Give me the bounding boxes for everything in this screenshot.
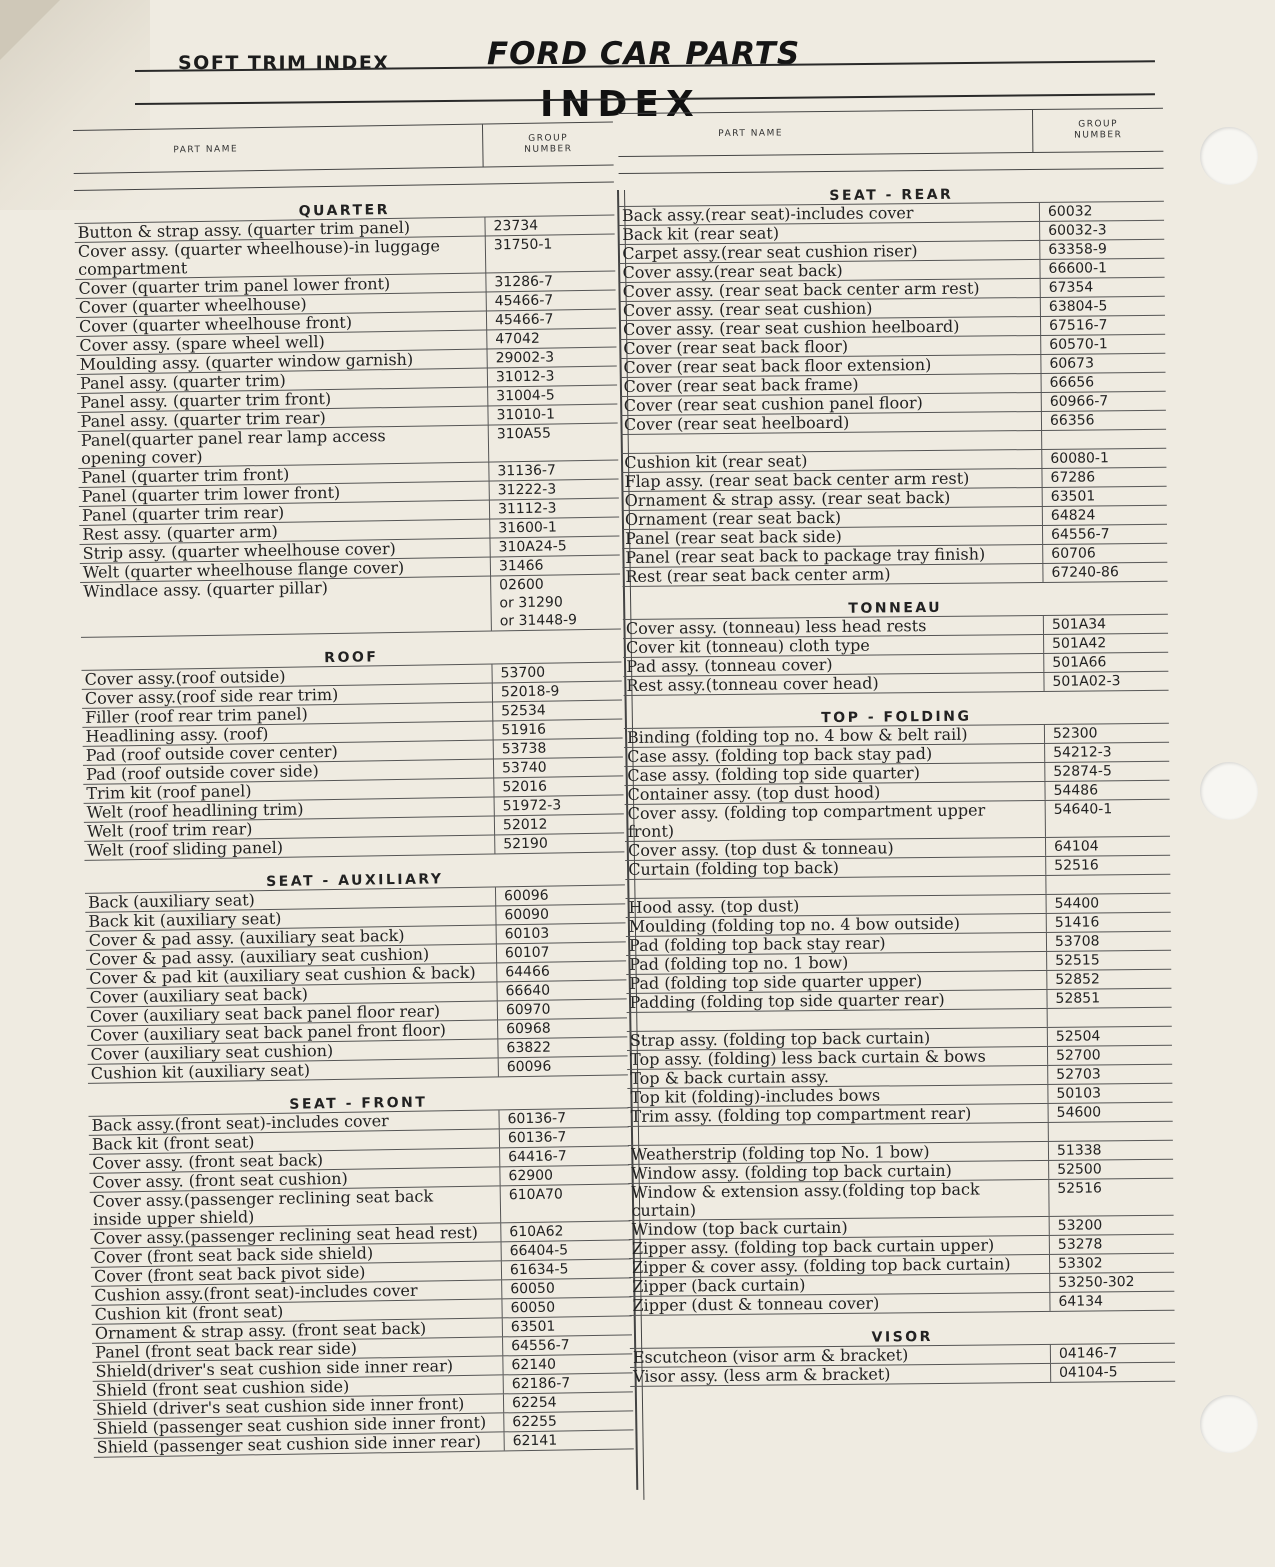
- group-number: 60136-7: [499, 1127, 629, 1147]
- section: [88, 1085, 634, 1457]
- part-name: Back (auxiliary seat): [87, 890, 255, 912]
- part-name: Filler (roof rear trim panel): [85, 704, 308, 727]
- group-number: 51338: [1048, 1141, 1173, 1160]
- group-number: 52515: [1046, 951, 1171, 970]
- part-name: Cover & pad assy. (auxiliary seat back): [88, 925, 405, 950]
- group-number: 45466-7: [486, 309, 616, 329]
- part-name: Shield (front seat cushion side): [95, 1376, 350, 1400]
- group-number: 64466: [496, 961, 626, 981]
- group-number: 51972-3: [494, 795, 624, 815]
- part-name: Escutcheon (visor arm & bracket): [632, 1345, 909, 1367]
- group-number: 60970: [497, 999, 627, 1019]
- group-number: 63822: [497, 1037, 627, 1057]
- part-name: Headlining assy. (roof): [85, 724, 269, 746]
- group-number: 52516: [1045, 856, 1170, 875]
- group-number: 53302: [1049, 1254, 1174, 1273]
- group-number-header: GROUP NUMBER: [1032, 109, 1163, 152]
- part-name: Pad (folding top side quarter upper): [629, 971, 923, 993]
- group-number: 63501: [1042, 487, 1167, 506]
- part-name: Rest assy.(tonneau cover head): [626, 673, 879, 695]
- part-name: Cover (auxiliary seat cushion): [90, 1041, 334, 1064]
- group-number: 54486: [1044, 781, 1169, 800]
- part-name: Cover kit (tonneau) cloth type: [626, 635, 870, 657]
- group-number: 02600 or 31290 or 31448-9: [490, 574, 621, 630]
- part-name: Button & strap assy. (quarter trim panel): [77, 217, 411, 242]
- part-name: Cushion assy.(front seat)-includes cover: [94, 1280, 418, 1305]
- part-name: Back kit (rear seat): [622, 223, 780, 244]
- part-name: Top & back curtain assy.: [630, 1067, 829, 1088]
- section-title: VISOR: [871, 1329, 933, 1346]
- part-name: Window (top back curtain): [631, 1217, 848, 1239]
- right-column-header: [618, 108, 1163, 157]
- group-number: 52190: [494, 833, 624, 853]
- group-number: 52018-9: [492, 681, 622, 701]
- part-name: Cover assy. (rear seat back center arm rest): [622, 278, 980, 301]
- group-number: 52504: [1047, 1027, 1172, 1046]
- part-name: Cover assy. (front seat cushion): [92, 1168, 348, 1192]
- section: [623, 592, 1169, 696]
- group-number: 64824: [1042, 506, 1167, 525]
- group-number: 310A55: [488, 423, 619, 461]
- folded-corner-shadow: [0, 0, 60, 60]
- group-number: 66404-5: [501, 1240, 631, 1260]
- group-number: 50103: [1047, 1084, 1172, 1103]
- group-number: 62141: [504, 1430, 634, 1450]
- brand-title: FORD CAR PARTS: [487, 36, 801, 72]
- part-name: Shield (passenger seat cushion side inner front): [96, 1412, 487, 1438]
- part-name: Cover (rear seat back floor): [623, 336, 849, 358]
- binder-hole-bottom: [1200, 1395, 1258, 1453]
- group-number: 54400: [1046, 894, 1171, 913]
- part-name: Cover assy. (quarter wheelhouse)-in luggage compartment: [77, 236, 441, 279]
- group-number: 60570-1: [1040, 335, 1165, 354]
- left-sections: [74, 193, 634, 1458]
- part-name: Cover (rear seat back floor extension): [623, 355, 932, 377]
- section: [85, 862, 628, 1083]
- right-column: [618, 108, 1175, 1387]
- section-title: SEAT - AUXILIARY: [266, 871, 444, 891]
- group-number: 62140: [502, 1354, 632, 1374]
- group-number: 31136-7: [488, 460, 618, 480]
- group-number: 64104: [1045, 837, 1170, 856]
- section-heading: SOFT TRIM INDEX: [178, 52, 390, 74]
- group-number: 67354: [1040, 278, 1165, 297]
- table-row: [622, 562, 1167, 587]
- part-name: Ornament & strap assy. (rear seat back): [624, 487, 951, 510]
- group-number: 31466: [490, 555, 620, 575]
- part-name: Shield(driver's seat cushion side inner rear): [95, 1356, 454, 1381]
- group-number: 52874-5: [1044, 762, 1169, 781]
- group-number: 64556-7: [502, 1335, 632, 1355]
- group-number: 62186-7: [503, 1373, 633, 1393]
- group-number: 29002-3: [486, 347, 616, 367]
- group-number: 53738: [493, 738, 623, 758]
- group-number: 31010-1: [487, 404, 617, 424]
- group-number: 501A42: [1043, 634, 1168, 653]
- group-number: 60706: [1042, 544, 1167, 563]
- group-number: 54600: [1048, 1103, 1173, 1122]
- part-name: Binding (folding top no. 4 bow & belt rail): [626, 724, 968, 747]
- group-number: 62255: [503, 1411, 633, 1431]
- group-number: 60050: [501, 1297, 631, 1317]
- part-name: Rest assy. (quarter arm): [82, 521, 278, 544]
- group-number: 60103: [496, 923, 626, 943]
- group-number: 04104-5: [1050, 1363, 1175, 1382]
- part-name: Cover assy. (front seat back): [92, 1150, 324, 1173]
- part-name: Pad assy. (tonneau cover): [626, 654, 833, 676]
- part-name: Ornament (rear seat back): [624, 507, 842, 529]
- group-number: 67240-86: [1042, 563, 1167, 582]
- part-name: Cover assy. (spare wheel well): [79, 332, 325, 355]
- group-number: 63358-9: [1039, 240, 1164, 259]
- part-name-header: PART NAME: [173, 144, 239, 156]
- section-title: ROOF: [324, 649, 379, 667]
- part-name: Cover assy. (rear seat cushion): [622, 298, 873, 320]
- group-number: 60968: [497, 1018, 627, 1038]
- part-name-header: PART NAME: [718, 128, 784, 140]
- group-number: 63804-5: [1040, 297, 1165, 316]
- group-number: 62254: [503, 1392, 633, 1412]
- group-number: 64416-7: [499, 1146, 629, 1166]
- part-name: Cover (rear seat heelboard): [623, 412, 850, 434]
- part-name: Cover (front seat back side shield): [93, 1243, 374, 1267]
- part-name: Cover assy. (tonneau) less head rests: [625, 616, 927, 638]
- group-number: 610A70: [500, 1184, 631, 1222]
- group-number: 31112-3: [489, 498, 619, 518]
- group-number: 31222-3: [489, 479, 619, 499]
- part-name: Curtain (folding top back): [628, 857, 839, 879]
- part-name: Pad (roof outside cover center): [85, 741, 338, 765]
- group-number: 52851: [1046, 989, 1171, 1008]
- group-number: 501A66: [1043, 653, 1168, 672]
- group-number: 54212-3: [1044, 743, 1169, 762]
- part-name: Cover (quarter trim panel lower front): [78, 274, 391, 298]
- part-name: Weatherstrip (folding top No. 1 bow): [630, 1142, 930, 1164]
- part-name: Window assy. (folding top back curtain): [631, 1160, 952, 1183]
- part-name: Back kit (front seat): [91, 1132, 255, 1154]
- group-number: 52500: [1048, 1160, 1173, 1179]
- part-name: Cover (rear seat back frame): [623, 374, 859, 396]
- part-name: Cover (front seat back pivot side): [93, 1262, 366, 1286]
- part-name: Cover (auxiliary seat back panel floor rear): [89, 1001, 441, 1026]
- part-name: Pad (folding top no. 1 bow): [629, 952, 849, 974]
- group-number: 310A24-5: [489, 536, 619, 556]
- binder-hole-top: [1200, 127, 1258, 185]
- group-number: 52703: [1047, 1065, 1172, 1084]
- section-title: TONNEAU: [848, 599, 943, 617]
- group-number: 60096: [495, 885, 625, 905]
- group-number: 63501: [502, 1316, 632, 1336]
- section: [624, 701, 1175, 1316]
- part-name: Trim assy. (folding top compartment rear): [630, 1103, 972, 1126]
- part-name: Strap assy. (folding top back curtain): [629, 1028, 931, 1050]
- group-number: 66640: [496, 980, 626, 1000]
- group-number: 54640-1: [1045, 800, 1170, 837]
- part-name: Panel(quarter panel rear lamp access opening cover): [80, 426, 386, 468]
- group-number: 04146-7: [1050, 1344, 1175, 1363]
- part-name: Cover assy.(passenger reclining seat back inside upper shield): [92, 1186, 434, 1229]
- part-name: Cover assy.(roof outside): [84, 666, 286, 689]
- group-number: [1041, 430, 1166, 449]
- part-name: Hood assy. (top dust): [628, 896, 800, 917]
- group-number: 31286-7: [485, 271, 615, 291]
- part-name: Panel (quarter trim lower front): [81, 482, 341, 506]
- part-name: Panel (rear seat back side): [624, 526, 842, 548]
- part-name: Back assy.(rear seat)-includes cover: [621, 203, 914, 225]
- group-number: 66356: [1041, 411, 1166, 430]
- part-name: Flap assy. (rear seat back center arm rest): [624, 468, 970, 491]
- part-name: Cover (rear seat cushion panel floor): [623, 393, 923, 415]
- group-number: 53700: [491, 662, 621, 682]
- part-name: Container assy. (top dust hood): [627, 782, 881, 804]
- group-number: 51416: [1046, 913, 1171, 932]
- group-number: 31004-5: [487, 385, 617, 405]
- part-name: Pad (folding top back stay rear): [628, 933, 886, 955]
- part-name: Top kit (folding)-includes bows: [630, 1085, 881, 1107]
- part-name: Panel assy. (quarter trim rear): [80, 408, 326, 431]
- part-name: Ornament & strap assy. (front seat back): [94, 1318, 427, 1343]
- table-row: [629, 1291, 1174, 1316]
- part-name: Rest (rear seat back center arm): [625, 564, 891, 586]
- table-row: [625, 799, 1170, 841]
- part-name: Zipper (dust & tonneau cover): [632, 1293, 880, 1315]
- group-number: 501A02-3: [1043, 672, 1168, 691]
- group-number-header: GROUP NUMBER: [482, 123, 614, 167]
- group-number: 51916: [492, 719, 622, 739]
- group-number: 60096: [498, 1056, 628, 1076]
- table-row: [628, 1178, 1173, 1220]
- part-name: Panel assy. (quarter trim front): [80, 388, 332, 412]
- part-name: Moulding assy. (quarter window garnish): [79, 349, 414, 374]
- part-name: Cover assy. (folding top compartment upper front): [627, 800, 986, 841]
- part-name: Zipper (back curtain): [632, 1275, 806, 1296]
- group-number: 52016: [493, 776, 623, 796]
- table-row: [623, 671, 1168, 696]
- group-number: 501A34: [1043, 615, 1168, 634]
- part-name: Panel assy. (quarter trim): [79, 370, 286, 393]
- part-name: Panel (rear seat back to package tray finish): [625, 544, 986, 567]
- part-name: Shield (driver's seat cushion side inner front): [95, 1394, 465, 1419]
- group-number: 45466-7: [486, 290, 616, 310]
- group-number: 60032-3: [1039, 221, 1164, 240]
- part-name: Welt (roof sliding panel): [87, 837, 284, 860]
- part-name: Cover assy.(rear seat back): [622, 260, 843, 282]
- part-name: Welt (roof trim rear): [86, 819, 253, 841]
- group-number: 52534: [492, 700, 622, 720]
- group-number: 64556-7: [1042, 525, 1167, 544]
- group-number: 53740: [493, 757, 623, 777]
- group-number: 60080-1: [1041, 449, 1166, 468]
- group-number: 67516-7: [1040, 316, 1165, 335]
- section: [74, 193, 621, 638]
- part-name: Windlace assy. (quarter pillar): [83, 578, 329, 601]
- part-name: Padding (folding top side quarter rear): [629, 989, 945, 1012]
- group-number: 60966-7: [1041, 392, 1166, 411]
- left-column: [73, 122, 634, 1458]
- part-name: Cover (quarter wheelhouse): [78, 294, 307, 317]
- section: [81, 639, 624, 860]
- group-number: 67286: [1041, 468, 1166, 487]
- part-name: Cover (auxiliary seat back): [89, 984, 309, 1007]
- group-number: 53708: [1046, 932, 1171, 951]
- page-title: INDEX: [540, 84, 701, 125]
- part-name: Trim kit (roof panel): [86, 781, 252, 803]
- part-name: Cover assy.(roof side rear trim): [84, 684, 339, 708]
- part-name: Zipper & cover assy. (folding top back curtain): [631, 1254, 1011, 1277]
- section: [630, 1321, 1176, 1387]
- group-number: 52516: [1048, 1179, 1173, 1216]
- group-number: [1045, 875, 1170, 894]
- part-name: Visor assy. (less arm & bracket): [633, 1364, 891, 1386]
- group-number: 61634-5: [501, 1259, 631, 1279]
- part-name: Welt (roof headlining trim): [86, 799, 304, 822]
- part-name: Cushion kit (front seat): [94, 1301, 284, 1324]
- part-name: Cover assy. (rear seat cushion heelboard): [622, 316, 960, 339]
- part-name: Cover & pad assy. (auxiliary seat cushion): [88, 944, 430, 969]
- group-number: 52012: [494, 814, 624, 834]
- part-name: Strip assy. (quarter wheelhouse cover): [82, 538, 396, 563]
- group-number: 53278: [1049, 1235, 1174, 1254]
- part-name: Top assy. (folding) less back curtain & bows: [629, 1046, 986, 1069]
- part-name: Cover (auxiliary seat back panel front floor): [90, 1020, 447, 1045]
- part-name: Panel (quarter trim rear): [81, 502, 285, 525]
- group-number: 60673: [1040, 354, 1165, 373]
- group-number: 52700: [1047, 1046, 1172, 1065]
- group-number: 60107: [496, 942, 626, 962]
- part-name: Panel (quarter trim front): [81, 464, 290, 487]
- section-title: SEAT - FRONT: [289, 1094, 428, 1113]
- part-name: Cushion kit (auxiliary seat): [90, 1060, 311, 1083]
- table-row: [630, 1362, 1175, 1387]
- table-row: [80, 573, 621, 637]
- part-name: Cushion kit (rear seat): [624, 451, 808, 472]
- section-title: QUARTER: [298, 202, 391, 220]
- group-number: 31750-1: [485, 235, 616, 273]
- group-number: 62900: [499, 1165, 629, 1185]
- part-name: Pad (roof outside cover side): [85, 761, 319, 784]
- group-number: 60136-7: [498, 1108, 628, 1128]
- part-name: Cover assy. (top dust & tonneau): [627, 838, 894, 860]
- group-number: 47042: [486, 328, 616, 348]
- group-number: 60090: [495, 904, 625, 924]
- group-number: 52300: [1044, 724, 1169, 743]
- part-name: Moulding (folding top no. 4 bow outside): [628, 913, 961, 936]
- part-name: Case assy. (folding top back stay pad): [627, 744, 933, 766]
- section-title: TOP - FOLDING: [821, 708, 972, 727]
- group-number: [1047, 1008, 1172, 1027]
- section: [619, 179, 1168, 587]
- group-number: 53200: [1049, 1216, 1174, 1235]
- part-name: Case assy. (folding top side quarter): [627, 763, 920, 785]
- right-sections: [619, 179, 1176, 1387]
- part-name: Panel (front seat back rear side): [95, 1338, 358, 1362]
- part-name: Window & extension assy.(folding top back curtain): [631, 1179, 980, 1220]
- part-name: Zipper assy. (folding top back curtain upper): [631, 1235, 995, 1258]
- part-name: Back assy.(front seat)-includes cover: [91, 1111, 389, 1135]
- part-name: Cover (quarter wheelhouse front): [78, 312, 353, 336]
- part-name: Shield (passenger seat cushion side inner rear): [96, 1431, 482, 1457]
- group-number: 60050: [501, 1278, 631, 1298]
- group-number: 610A62: [500, 1221, 630, 1241]
- binder-hole-middle: [1200, 762, 1258, 820]
- part-name: Carpet assy.(rear seat cushion riser): [622, 241, 918, 263]
- part-name: Back kit (auxiliary seat): [88, 908, 282, 931]
- group-number: 60032: [1039, 202, 1164, 221]
- group-number: 31600-1: [489, 517, 619, 537]
- group-number: 52852: [1046, 970, 1171, 989]
- part-name: Cover & pad kit (auxiliary seat cushion & back): [89, 962, 476, 988]
- group-number: 23734: [484, 216, 614, 236]
- part-name: Cover assy.(passenger reclining seat head rest): [93, 1222, 478, 1248]
- group-number: 66600-1: [1039, 259, 1164, 278]
- section-title: SEAT - REAR: [829, 186, 954, 204]
- group-number: 64134: [1049, 1292, 1174, 1311]
- group-number: 31012-3: [487, 366, 617, 386]
- part-name: Welt (quarter wheelhouse flange cover): [82, 557, 405, 582]
- group-number: [1048, 1122, 1173, 1141]
- group-number: 66656: [1041, 373, 1166, 392]
- group-number: 53250-302: [1049, 1273, 1174, 1292]
